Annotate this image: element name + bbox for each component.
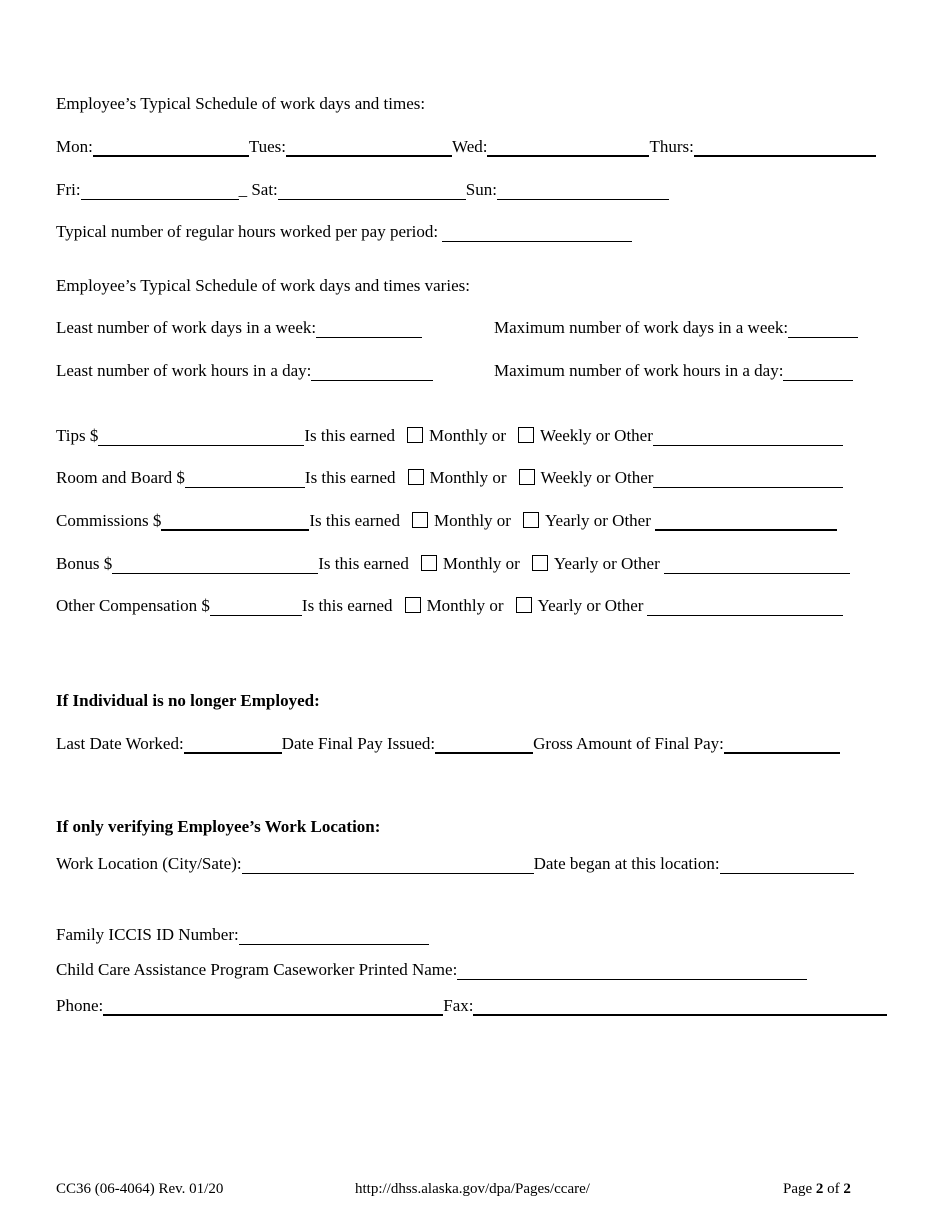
- caseworker-name-field[interactable]: [457, 963, 807, 980]
- monthly-checkbox[interactable]: [421, 555, 437, 571]
- phone-label: Phone:: [56, 996, 104, 1015]
- thurs-field[interactable]: [694, 139, 876, 157]
- max-hours-field[interactable]: [783, 364, 853, 381]
- thurs-label: Thurs:: [649, 137, 694, 156]
- hours-per-period-row: [56, 222, 898, 242]
- bonus-row: Bonus $ Is this earned Monthly or Yearly or Other: [56, 554, 898, 574]
- hours-range-row: [56, 361, 898, 381]
- other-period-field[interactable]: [647, 599, 843, 616]
- yearly-checkbox[interactable]: [532, 555, 548, 571]
- phone-field[interactable]: [103, 998, 443, 1016]
- page-number: Page 2 of 2: [783, 1181, 851, 1197]
- max-days-label: Maximum number of work days in a week:: [494, 318, 789, 337]
- last-date-worked-field[interactable]: [184, 736, 282, 754]
- max-hours-label: Maximum number of work hours in a day:: [494, 361, 784, 380]
- final-pay-date-label: Date Final Pay Issued:: [281, 734, 436, 753]
- caseworker-name-row: [56, 960, 898, 980]
- phone-fax-row: [56, 996, 898, 1016]
- weekly-checkbox[interactable]: [519, 469, 535, 485]
- mon-label: Mon:: [56, 137, 93, 156]
- hours-per-period-label: Typical number of regular hours worked per pay period:: [56, 222, 439, 241]
- mon-field[interactable]: [93, 139, 249, 157]
- fri-field[interactable]: [81, 183, 239, 200]
- compensation-label: Bonus $: [56, 554, 113, 573]
- form-id: CC36 (06-4064) Rev. 01/20: [56, 1181, 224, 1197]
- sat-field[interactable]: [278, 183, 466, 200]
- final-pay-date-field[interactable]: [435, 736, 533, 754]
- monthly-checkbox[interactable]: [407, 427, 423, 443]
- schedule-heading: Employee’s Typical Schedule of work days and times:: [56, 94, 426, 113]
- other-period-field[interactable]: [664, 557, 850, 574]
- monthly-checkbox[interactable]: [412, 512, 428, 528]
- footer-url[interactable]: http://dhss.alaska.gov/dpa/Pages/ccare/: [355, 1181, 590, 1197]
- least-days-label: Least number of work days in a week:: [56, 318, 317, 337]
- no-longer-employed-heading: If Individual is no longer Employed:: [56, 691, 320, 710]
- last-date-worked-label: Last Date Worked:: [56, 734, 184, 753]
- commissions-row: Commissions $ Is this earned Monthly or Yearly or Other: [56, 511, 898, 531]
- other-period-field[interactable]: [655, 513, 837, 531]
- fri-label: Fri:: [56, 180, 81, 199]
- compensation-amount-field[interactable]: [185, 471, 305, 488]
- room-and-board-row: Room and Board $ Is this earned Monthly or Weekly or Other: [56, 468, 898, 488]
- yearly-checkbox[interactable]: [523, 512, 539, 528]
- sun-label: Sun:: [465, 180, 497, 199]
- iccis-label: Family ICCIS ID Number:: [56, 925, 239, 944]
- weekday-row-1: [56, 137, 898, 157]
- final-pay-row: [56, 734, 898, 754]
- fax-label: Fax:: [443, 996, 474, 1015]
- weekly-checkbox[interactable]: [518, 427, 534, 443]
- days-range-row: [56, 318, 898, 338]
- other-compensation-row: Other Compensation $ Is this earned Monthly or Yearly or Other: [56, 596, 898, 616]
- weekday-row-2: Fri: _ Sat: Sun:: [56, 180, 898, 200]
- hours-per-period-field[interactable]: [442, 225, 632, 242]
- wed-field[interactable]: [487, 139, 649, 157]
- compensation-amount-field[interactable]: [112, 557, 318, 574]
- work-location-row: [56, 854, 898, 874]
- max-days-field[interactable]: [788, 321, 858, 338]
- caseworker-name-label: Child Care Assistance Program Caseworker Printed Name:: [56, 960, 458, 979]
- tips-row: Tips $ Is this earned Monthly or Weekly or Other: [56, 426, 898, 446]
- compensation-amount-field[interactable]: [161, 513, 309, 531]
- other-period-field[interactable]: [653, 429, 843, 446]
- date-began-field[interactable]: [720, 857, 854, 874]
- date-began-label: Date began at this location:: [533, 854, 720, 873]
- monthly-checkbox[interactable]: [408, 469, 424, 485]
- gross-final-pay-label: Gross Amount of Final Pay:: [533, 734, 724, 753]
- varies-heading: Employee’s Typical Schedule of work days and times varies:: [56, 276, 470, 295]
- work-location-field[interactable]: [242, 857, 534, 874]
- other-period-field[interactable]: [653, 471, 843, 488]
- compensation-label: Tips $: [56, 426, 99, 445]
- work-location-label: Work Location (City/Sate):: [56, 854, 242, 873]
- wed-label: Wed:: [452, 137, 488, 156]
- monthly-checkbox[interactable]: [405, 597, 421, 613]
- compensation-amount-field[interactable]: [210, 599, 302, 616]
- least-hours-label: Least number of work hours in a day:: [56, 361, 312, 380]
- sun-field[interactable]: [497, 183, 669, 200]
- compensation-amount-field[interactable]: [98, 429, 304, 446]
- compensation-label: Commissions $: [56, 511, 162, 530]
- yearly-checkbox[interactable]: [516, 597, 532, 613]
- iccis-field[interactable]: [239, 928, 429, 945]
- iccis-row: [56, 925, 898, 945]
- tues-label: Tues:: [248, 137, 287, 156]
- compensation-label: Other Compensation $: [56, 596, 210, 615]
- least-days-field[interactable]: [316, 321, 422, 338]
- sat-label: Sat:: [251, 180, 278, 199]
- compensation-label: Room and Board $: [56, 468, 185, 487]
- gross-final-pay-field[interactable]: [724, 736, 840, 754]
- least-hours-field[interactable]: [311, 364, 433, 381]
- work-location-heading: If only verifying Employee’s Work Location:: [56, 817, 381, 836]
- fax-field[interactable]: [473, 998, 887, 1016]
- tues-field[interactable]: [286, 139, 452, 157]
